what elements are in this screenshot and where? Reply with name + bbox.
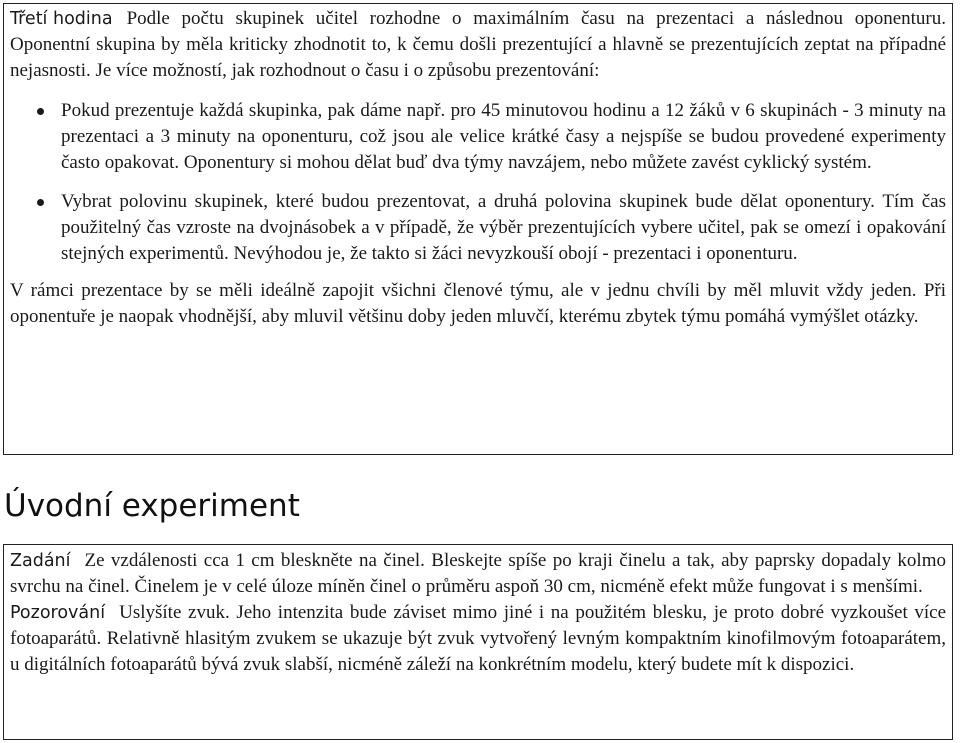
task-text: Ze vzdálenosti cca 1 cm bleskněte na činel. Bleskejte spíše po kraji činelu a tak, aby paprsky dopadaly kolmo svrchu na činel. Činelem je v celé úloze míněn činel o průměru aspoň 30 cm, nicméně efekt může fungovat i s menšími. <box>10 550 946 597</box>
section-title: Úvodní experiment <box>4 488 300 524</box>
task-paragraph <box>10 548 946 600</box>
bullet-text: Vybrat polovinu skupinek, které budou prezentovat, a druhá polovina skupinek bude dělat oponentury. Tím čas použitelný čas vzroste na dvojnásobek a v případě, že výběr prezentujících vybere učitel, pak se omezí i opakování stejných experimentů. Nevýhodou je, že takto si žáci nevyzkouší obojí - prezentaci i oponenturu. <box>61 191 946 264</box>
list-item <box>10 98 946 176</box>
bullet-text: Pokud prezentuje každá skupinka, pak dáme např. pro 45 minutovou hodinu a 12 žáků v 6 skupinách - 3 minuty na prezentaci a 3 minuty na oponenturu, což jsou ale velice krátké časy a nejspíše se budou provedené experimenty často opakovat. Oponentury si mohou dělat buď dva týmy navzájem, nebo můžete zavést cyklický systém. <box>61 100 946 173</box>
list-item <box>10 189 946 267</box>
lesson-intro-text: Podle počtu skupinek učitel rozhodne o maximálním času na prezentaci a následnou oponenturu. Oponentní skupina by měla kriticky zhodnotit to, k čemu došli prezentující a hlavně se prezentujících zeptat na případné nejasnosti. Je více možností, jak rozhodnout o času i o způsobu prezentování: <box>10 8 946 81</box>
bullet-icon <box>37 199 44 206</box>
bullet-icon <box>37 108 44 115</box>
lesson-intro <box>10 6 946 84</box>
lesson-bullet-list <box>10 98 946 267</box>
lesson-closing: V rámci prezentace by se měli ideálně zapojit všichni členové týmu, ale v jednu chvíli by měl mluvit vždy jeden. Při oponentuře je naopak vhodnější, aby mluvil většinu doby jeden mluvčí, kterému zbytek týmu pomáhá vymýšlet otázky. <box>10 280 946 327</box>
lesson-label: Třetí hodina <box>10 9 113 29</box>
observation-paragraph <box>10 600 946 678</box>
observation-label: Pozorování <box>10 603 106 623</box>
lesson-box <box>3 3 953 455</box>
experiment-box <box>3 544 953 740</box>
task-label: Zadání <box>10 551 71 571</box>
observation-text: Uslyšíte zvuk. Jeho intenzita bude záviset mimo jiné i na použitém blesku, je proto dobré vyzkoušet více fotoaparátů. Relativně hlasitým zvukem se ukazuje být zvuk vytvořený levným kompaktním kinofilmovým fotoaparátem, u digitálních fotoaparátů bývá zvuk slabší, nicméně záleží na konkrétním modelu, který budete mít k dispozici. <box>10 602 946 675</box>
